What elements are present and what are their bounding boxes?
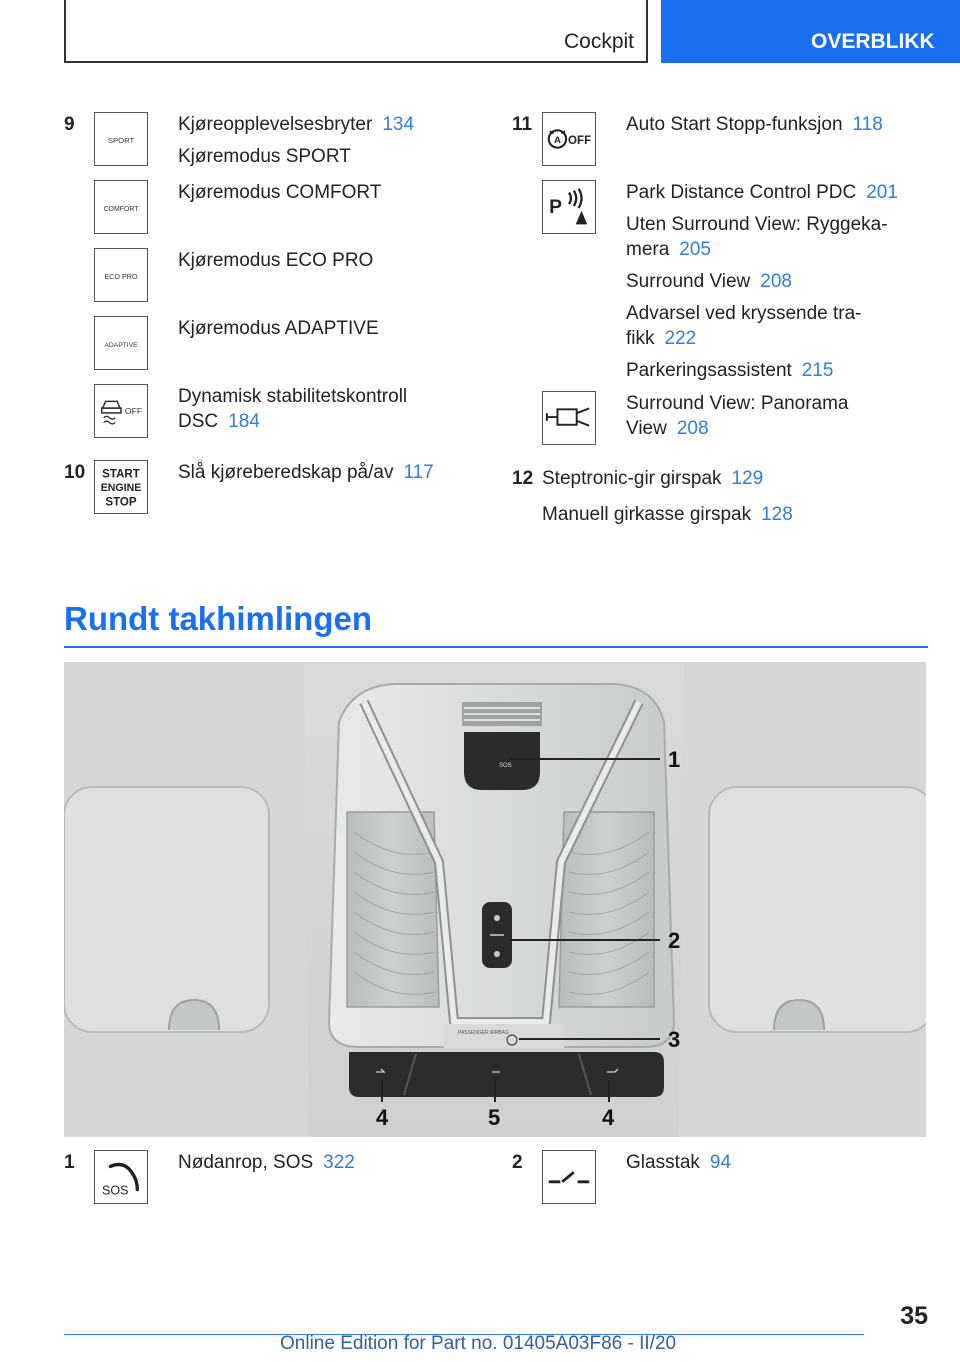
comfort-icon-text: COMFORT xyxy=(103,205,139,213)
header-box xyxy=(64,0,648,63)
entry-text: View xyxy=(626,418,667,439)
sport-icon-text: SPORT xyxy=(107,135,135,145)
svg-text:A: A xyxy=(553,134,561,146)
item-number-11: 11 xyxy=(512,114,533,135)
headliner-illustration xyxy=(64,662,926,1137)
entry-mode-sport xyxy=(178,144,351,169)
entry-text: Surround View xyxy=(626,271,751,292)
sos-icon xyxy=(94,1150,148,1204)
entry-text: mera xyxy=(626,239,670,260)
entry-text: Nødanrop, SOS xyxy=(178,1152,314,1173)
section-label: Cockpit xyxy=(563,30,634,53)
svg-text:P: P xyxy=(549,196,562,218)
footer-edition: Online Edition for Part no. 01405A03F86 - II/20 xyxy=(280,1333,677,1354)
entry-dsc xyxy=(178,384,407,434)
page-ref-link[interactable]: 129 xyxy=(731,468,764,489)
item-number-10: 10 xyxy=(64,462,86,483)
page-ref-link[interactable]: 201 xyxy=(866,182,898,203)
entry-text: fikk xyxy=(626,328,655,349)
entry-text: Kjøremodus COMFORT xyxy=(178,182,382,203)
section-divider xyxy=(64,646,928,648)
entry-text: Parkeringsassistent xyxy=(626,360,792,381)
callout-5: 5 xyxy=(488,1105,501,1130)
page-ref-link[interactable]: 322 xyxy=(323,1152,355,1173)
page-ref-link[interactable]: 184 xyxy=(228,411,260,432)
dsc-icon-text: OFF xyxy=(124,405,143,416)
callout-2: 2 xyxy=(668,928,681,953)
pdc-icon xyxy=(542,180,596,234)
entry-drive-readiness xyxy=(178,460,434,485)
surround-view-panorama-icon xyxy=(542,391,596,445)
page-ref-link[interactable]: 94 xyxy=(709,1152,732,1173)
auto-start-icon-text: OFF xyxy=(568,134,592,147)
page-ref-link[interactable]: 205 xyxy=(679,239,711,260)
entry-mode-adaptive xyxy=(178,316,379,341)
engine-text: ENGINE xyxy=(100,481,142,494)
entry-text: Kjøreopplevelsesbryter xyxy=(178,114,373,135)
page-ref-link[interactable]: 134 xyxy=(382,114,415,135)
adaptive-icon-text: ADAPTIVE xyxy=(104,341,138,349)
page-number: 35 xyxy=(900,1302,928,1330)
entry-text: Glasstak xyxy=(626,1152,700,1173)
entry-text: Park Distance Control PDC xyxy=(626,182,857,203)
sport-button-icon xyxy=(94,112,148,166)
dsc-off-icon xyxy=(94,384,148,438)
entry-text: Slå kjøreberedskap på/av xyxy=(178,462,394,483)
entry-mode-eco-pro xyxy=(178,248,373,273)
page-ref-link[interactable]: 222 xyxy=(664,328,697,349)
auto-start-stop-icon xyxy=(542,112,596,166)
glass-roof-icon xyxy=(542,1150,596,1204)
item-number-9: 9 xyxy=(64,114,75,135)
entry-glass-roof xyxy=(626,1150,731,1175)
overview-tab-label: OVERBLIKK xyxy=(811,30,935,53)
entry-drive-experience-switch xyxy=(178,112,414,137)
entry-text: Advarsel ved kryssende tra- xyxy=(626,303,862,324)
entry-text: Auto Start Stopp-funksjon xyxy=(626,114,843,135)
page-ref-link[interactable]: 128 xyxy=(761,504,793,525)
sos-icon-text: SOS xyxy=(102,1183,129,1198)
entry-gear-selector xyxy=(542,466,793,527)
entry-text: Kjøremodus SPORT xyxy=(178,146,351,167)
page-ref-link[interactable]: 208 xyxy=(676,418,709,439)
entry-auto-start-stop xyxy=(626,112,883,137)
entry-text: Dynamisk stabilitetskontroll xyxy=(178,386,408,407)
comfort-button-icon xyxy=(94,180,148,234)
page-ref-link[interactable]: 118 xyxy=(852,114,883,135)
item-number-12: 12 xyxy=(512,468,534,489)
entry-text: Steptronic-gir girspak xyxy=(542,468,722,489)
photo-sos-text: SOS xyxy=(499,763,512,769)
entry-text: Manuell girkasse girspak xyxy=(542,504,752,525)
page-ref-link[interactable]: 208 xyxy=(760,271,792,292)
photo-airbag-text: PASSENGER AIRBAG xyxy=(458,1030,509,1036)
callout-4-left: 4 xyxy=(376,1105,389,1130)
eco-pro-icon-text: ECO PRO xyxy=(104,271,138,281)
entry-mode-comfort xyxy=(178,180,381,205)
section-title: Rundt takhimlingen xyxy=(64,600,372,637)
entry-pdc xyxy=(626,180,898,383)
entry-text: Kjøremodus ECO PRO xyxy=(178,250,374,271)
entry-panorama-view xyxy=(626,391,849,441)
page-ref-link[interactable]: 117 xyxy=(403,462,434,483)
callout-4-right: 4 xyxy=(602,1105,615,1130)
entry-emergency-call xyxy=(178,1150,355,1175)
callout-1: 1 xyxy=(668,747,681,772)
eco-pro-button-icon xyxy=(94,248,148,302)
start-text: START xyxy=(102,468,140,481)
adaptive-button-icon xyxy=(94,316,148,370)
stop-text: STOP xyxy=(105,496,137,509)
entry-text: Uten Surround View: Ryggeka- xyxy=(626,214,888,235)
callout-3: 3 xyxy=(668,1027,681,1052)
legend-number-2: 2 xyxy=(512,1152,523,1173)
start-engine-stop-icon xyxy=(94,460,148,514)
page-ref-link[interactable]: 215 xyxy=(801,360,834,381)
entry-text: DSC xyxy=(178,411,219,432)
entry-text: Kjøremodus ADAPTIVE xyxy=(178,318,379,339)
entry-text: Surround View: Panorama xyxy=(626,393,849,414)
legend-number-1: 1 xyxy=(64,1152,75,1173)
overview-tab[interactable] xyxy=(661,0,960,63)
